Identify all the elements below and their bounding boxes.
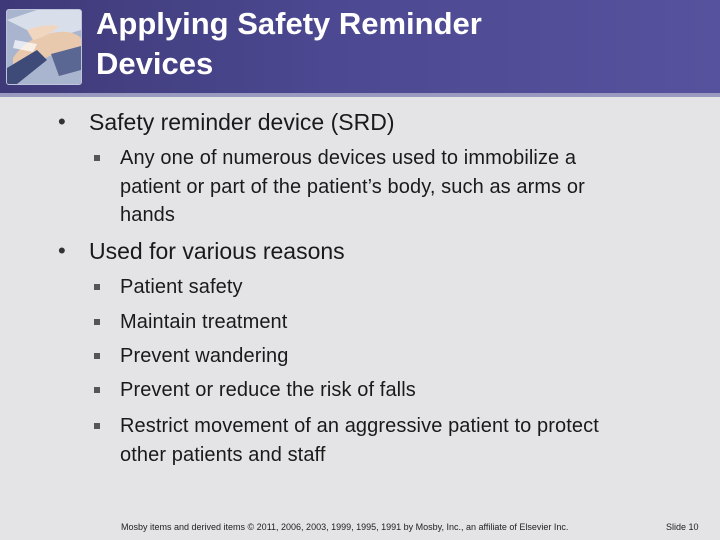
- title-line-2: Devices: [96, 46, 214, 81]
- sub-bullet-text: [120, 144, 692, 230]
- bullet-icon: •: [58, 238, 66, 263]
- sub-bullet-line: hands: [120, 204, 175, 226]
- sub-bullet-text: [120, 342, 692, 371]
- sub-bullet-text: [120, 273, 692, 302]
- square-bullet-icon: [94, 319, 100, 325]
- sub-bullet-line: Patient safety: [120, 276, 243, 298]
- sub-bullet-line: Prevent wandering: [120, 345, 289, 367]
- bullet-text: Used for various reasons: [89, 238, 345, 264]
- title-divider: [0, 93, 720, 97]
- copyright-footer: Mosby items and derived items © 2011, 2006, 2003, 1999, 1995, 1991 by Mosby, Inc., an affiliate of Elsevier Inc.: [121, 522, 569, 532]
- square-bullet-icon: [94, 387, 100, 393]
- sub-bullet-line: Restrict movement of an aggressive patient to protect: [120, 415, 599, 437]
- bullet-icon: •: [58, 109, 66, 134]
- title-line-1: Applying Safety Reminder: [96, 6, 482, 41]
- bullet-text: Safety reminder device (SRD): [89, 109, 395, 135]
- sub-bullet-text: [120, 376, 692, 405]
- caregiver-hands-photo-icon: [6, 9, 82, 85]
- square-bullet-icon: [94, 284, 100, 290]
- sub-bullet-line: patient or part of the patient’s body, such as arms or: [120, 175, 585, 198]
- slide-title: [96, 4, 696, 84]
- square-bullet-icon: [94, 155, 100, 161]
- sub-bullet-text: [120, 308, 692, 337]
- sub-bullet-line: other patients and staff: [120, 443, 326, 466]
- sub-bullet-line: Any one of numerous devices used to immobilize a: [120, 147, 577, 169]
- sub-bullet-text: [120, 412, 692, 469]
- sub-bullet-line: Prevent or reduce the risk of falls: [120, 379, 416, 401]
- sub-bullet-line: Maintain treatment: [120, 311, 288, 333]
- photo-illustration: [7, 10, 81, 84]
- title-bar: [0, 0, 720, 93]
- square-bullet-icon: [94, 353, 100, 359]
- square-bullet-icon: [94, 423, 100, 429]
- slide-number: Slide 10: [666, 522, 699, 532]
